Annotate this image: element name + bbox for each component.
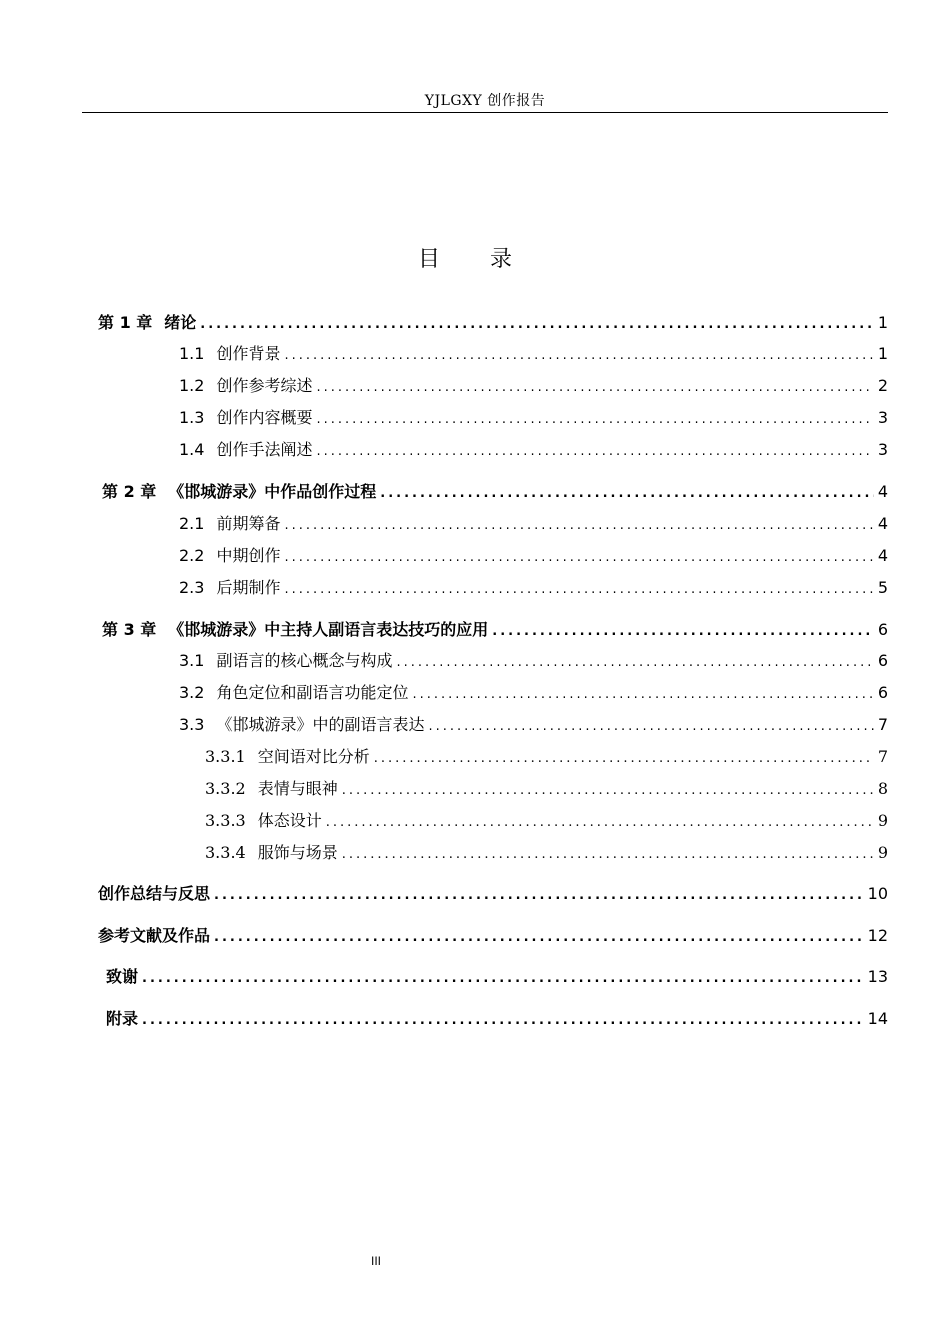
toc-entry-page: 4 bbox=[877, 514, 888, 533]
toc-entry-label: 创作参考综述 bbox=[216, 376, 313, 395]
toc-entry-label: 《邯城游录》中的副语言表达 bbox=[216, 715, 425, 734]
toc-entry-page: 7 bbox=[877, 747, 888, 766]
toc-leader-dots bbox=[284, 546, 873, 570]
toc-entry-page: 6 bbox=[877, 651, 888, 670]
toc-entry-label: 创作内容概要 bbox=[216, 408, 313, 427]
toc-entry-3-3-1[interactable] bbox=[205, 745, 888, 769]
toc-entry-chapter-1[interactable] bbox=[98, 311, 888, 335]
toc-entry-page: 4 bbox=[877, 482, 888, 501]
page-header: YJLGXY 创作报告 bbox=[424, 93, 546, 109]
toc-entry-3-3-2[interactable] bbox=[205, 777, 888, 801]
toc-leader-dots bbox=[342, 843, 874, 867]
toc-entry-3-3-3[interactable] bbox=[205, 809, 888, 833]
toc-entry-1-1[interactable] bbox=[179, 342, 888, 366]
toc-entry-page: 9 bbox=[877, 811, 888, 830]
toc-entry-1-2[interactable] bbox=[179, 374, 888, 398]
toc-entry-number: 第 3 章 bbox=[102, 620, 157, 639]
toc-entry-label: 后期制作 bbox=[216, 578, 281, 597]
toc-entry-number: 1.2 bbox=[179, 376, 205, 395]
toc-entry-page: 10 bbox=[867, 884, 888, 903]
toc-entry-page: 3 bbox=[877, 440, 888, 459]
toc-entry-label: 空间语对比分析 bbox=[257, 747, 370, 766]
toc-entry-number: 2.1 bbox=[179, 514, 205, 533]
toc-leader-dots bbox=[284, 578, 873, 602]
toc-entry-number: 2.2 bbox=[179, 546, 205, 565]
toc-leader-dots bbox=[492, 620, 874, 644]
toc-entry-2-1[interactable] bbox=[179, 512, 888, 536]
toc-entry-number: 3.2 bbox=[179, 683, 205, 702]
toc-entry-label: 创作背景 bbox=[216, 344, 281, 363]
toc-leader-dots bbox=[284, 514, 873, 538]
toc-entry-summary[interactable] bbox=[98, 882, 888, 906]
toc-entry-label: 体态设计 bbox=[257, 811, 322, 830]
toc-leader-dots bbox=[214, 884, 864, 908]
toc-entry-label: 副语言的核心概念与构成 bbox=[216, 651, 393, 670]
toc-leader-dots bbox=[396, 651, 873, 675]
toc-leader-dots bbox=[316, 376, 873, 400]
toc-entry-page: 7 bbox=[877, 715, 888, 734]
toc-leader-dots bbox=[200, 313, 874, 337]
toc-leader-dots bbox=[374, 747, 874, 771]
toc-entry-label: 《邯城游录》中作品创作过程 bbox=[168, 482, 377, 501]
toc-entry-label: 附录 bbox=[106, 1009, 139, 1028]
toc-entry-label: 表情与眼神 bbox=[257, 779, 338, 798]
toc-leader-dots bbox=[214, 926, 864, 950]
toc-entry-label: 创作手法阐述 bbox=[216, 440, 313, 459]
toc-entry-1-3[interactable] bbox=[179, 406, 888, 430]
toc-entry-2-3[interactable] bbox=[179, 576, 888, 600]
toc-leader-dots bbox=[428, 715, 873, 739]
toc-entry-page: 1 bbox=[877, 344, 888, 363]
toc-entry-number: 1.4 bbox=[179, 440, 205, 459]
toc-entry-number: 1.1 bbox=[179, 344, 205, 363]
toc-leader-dots bbox=[316, 408, 873, 432]
toc-entry-3-3-4[interactable] bbox=[205, 841, 888, 865]
toc-entry-label: 绪论 bbox=[164, 313, 197, 332]
toc-entry-label: 《邯城游录》中主持人副语言表达技巧的应用 bbox=[168, 620, 489, 639]
toc-entry-appendix[interactable] bbox=[106, 1007, 888, 1031]
toc-entry-label: 创作总结与反思 bbox=[98, 884, 211, 903]
toc-entry-number: 1.3 bbox=[179, 408, 205, 427]
toc-entry-page: 14 bbox=[867, 1009, 888, 1028]
toc-entry-chapter-2[interactable] bbox=[102, 480, 888, 504]
toc-title: 目录 bbox=[417, 247, 562, 272]
toc-entry-3-3[interactable] bbox=[179, 713, 888, 737]
toc-leader-dots bbox=[380, 482, 874, 506]
toc-entry-3-2[interactable] bbox=[179, 681, 888, 705]
toc-entry-label: 参考文献及作品 bbox=[98, 926, 211, 945]
toc-entry-page: 6 bbox=[877, 620, 888, 639]
toc-entry-page: 4 bbox=[877, 546, 888, 565]
toc-entry-1-4[interactable] bbox=[179, 438, 888, 462]
toc-entry-label: 中期创作 bbox=[216, 546, 281, 565]
toc-leader-dots bbox=[142, 1009, 864, 1033]
toc-entry-number: 3.3.3 bbox=[205, 811, 246, 830]
toc-entry-label: 致谢 bbox=[106, 967, 139, 986]
toc-entry-number: 3.3.4 bbox=[205, 843, 246, 862]
toc-leader-dots bbox=[412, 683, 873, 707]
toc-entry-number: 2.3 bbox=[179, 578, 205, 597]
toc-entry-page: 8 bbox=[877, 779, 888, 798]
toc-entry-number: 3.1 bbox=[179, 651, 205, 670]
toc-leader-dots bbox=[142, 967, 864, 991]
toc-entry-page: 9 bbox=[877, 843, 888, 862]
toc-leader-dots bbox=[326, 811, 874, 835]
page-number: III bbox=[370, 1254, 381, 1268]
toc-entry-number: 第 1 章 bbox=[98, 313, 153, 332]
toc-entry-label: 服饰与场景 bbox=[257, 843, 338, 862]
toc-entry-page: 5 bbox=[877, 578, 888, 597]
toc-entry-number: 3.3 bbox=[179, 715, 205, 734]
toc-entry-acknowledgements[interactable] bbox=[106, 965, 888, 989]
toc-entry-label: 前期筹备 bbox=[216, 514, 281, 533]
toc-entry-page: 13 bbox=[867, 967, 888, 986]
toc-entry-chapter-3[interactable] bbox=[102, 618, 888, 642]
toc-entry-page: 12 bbox=[867, 926, 888, 945]
toc-leader-dots bbox=[316, 440, 873, 464]
toc-entry-page: 6 bbox=[877, 683, 888, 702]
toc-entry-page: 2 bbox=[877, 376, 888, 395]
toc-entry-page: 1 bbox=[877, 313, 888, 332]
toc-entry-label: 角色定位和副语言功能定位 bbox=[216, 683, 409, 702]
toc-entry-references[interactable] bbox=[98, 924, 888, 948]
toc-entry-page: 3 bbox=[877, 408, 888, 427]
toc-leader-dots bbox=[284, 344, 873, 368]
toc-entry-3-1[interactable] bbox=[179, 649, 888, 673]
toc-entry-number: 第 2 章 bbox=[102, 482, 157, 501]
toc-leader-dots bbox=[342, 779, 874, 803]
toc-entry-2-2[interactable] bbox=[179, 544, 888, 568]
toc-entry-number: 3.3.2 bbox=[205, 779, 246, 798]
toc-entry-number: 3.3.1 bbox=[205, 747, 246, 766]
